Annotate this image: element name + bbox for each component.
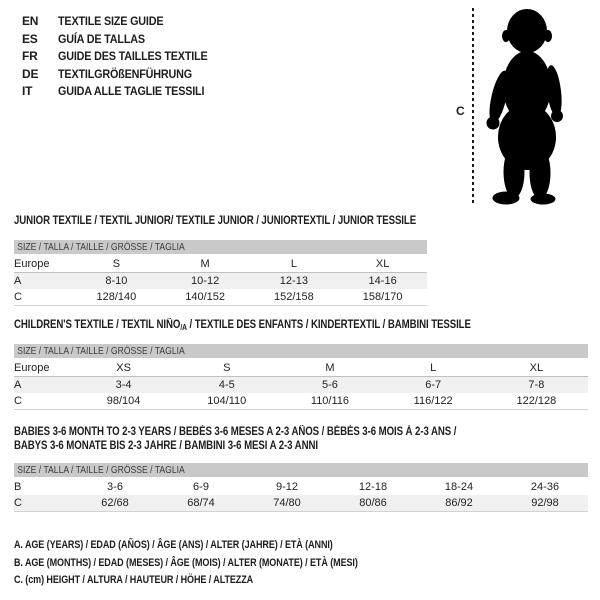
row-label-c: C <box>14 495 72 512</box>
height-cell: 122/128 <box>485 393 588 410</box>
junior-section-title: JUNIOR TEXTILE / TEXTIL JUNIOR/ TEXTILE JUNIOR / JUNIORTEXTIL / JUNIOR TESSILE <box>14 215 417 227</box>
height-row <box>14 289 427 306</box>
age-cell: 3-6 <box>107 481 123 493</box>
size-header-label: SIZE / TALLA / TAILLE / GRÖSSE / TAGLIA <box>17 241 185 253</box>
height-cell: 128/140 <box>72 289 161 306</box>
row-label-c: C <box>14 289 72 306</box>
row-label-europe: Europe <box>14 255 72 273</box>
footnote-c: C. (cm) HEIGHT / ALTURA / HAUTEUR / HÖHE / ALTEZZA <box>14 574 254 586</box>
age-months-row <box>14 478 588 495</box>
footnote-b: B. AGE (MONTHS) / EDAD (MESES) / ÂGE (MOIS) / ALTER (MONATE) / ETÀ (MESI) <box>14 556 358 569</box>
size-cell: XL <box>338 255 427 273</box>
age-cell: 18-24 <box>444 481 474 493</box>
lang-code: IT <box>22 84 33 98</box>
height-cell: 116/122 <box>382 393 485 410</box>
height-row <box>14 495 588 512</box>
subscript-a: /A <box>180 323 187 332</box>
lang-title: TEXTILE SIZE GUIDE <box>58 14 164 28</box>
size-cell: XS <box>72 359 175 377</box>
age-cell: 3-4 <box>72 377 175 394</box>
age-cell: 10-12 <box>161 273 250 290</box>
age-cell: 6-7 <box>382 377 485 394</box>
size-header-row <box>14 344 588 359</box>
age-cell: 5-6 <box>278 377 381 394</box>
age-row <box>14 273 427 290</box>
children-section-title: CHILDREN'S TEXTILE / TEXTIL $NIÑO_{/A}$ / TEXTILE DES ENFANTS / KINDERTEXTIL / BAMBINI TESSILE <box>14 319 471 332</box>
height-row <box>14 393 588 410</box>
height-cell: 74/80 <box>244 495 330 512</box>
age-cell: 9-12 <box>275 481 299 493</box>
size-cell: S <box>175 359 278 377</box>
lang-row-en <box>22 13 224 31</box>
age-cell: 7-8 <box>485 377 588 394</box>
lang-row-de <box>22 66 224 84</box>
lang-row-it <box>22 83 224 101</box>
babies-section-title <box>14 425 456 453</box>
height-cell: 80/86 <box>330 495 416 512</box>
row-label-b: B <box>14 481 22 493</box>
size-cell: L <box>382 359 485 377</box>
europe-sizes-row <box>14 255 427 273</box>
legend-footnotes <box>14 537 433 590</box>
row-label-europe: Europe <box>14 359 72 377</box>
age-row <box>14 377 588 394</box>
babies-title-line2: BABYS 3-6 MONATE BIS 2-3 JAHRE / BAMBINI 3-6 MESI A 2-3 ANNI <box>14 440 318 452</box>
height-cell: 140/152 <box>161 289 250 306</box>
lang-row-fr <box>22 48 224 66</box>
lang-code: ES <box>22 31 38 46</box>
age-cell: 12-18 <box>358 481 388 493</box>
size-header-row <box>14 463 588 478</box>
lang-code: FR <box>22 49 38 63</box>
height-label-c: C <box>456 104 465 118</box>
size-cell: S <box>72 255 161 273</box>
baby-silhouette <box>480 7 570 205</box>
row-label-a: A <box>14 377 72 394</box>
height-cell: 158/170 <box>338 289 427 306</box>
size-cell: M <box>161 255 250 273</box>
age-cell: 24-36 <box>530 481 560 493</box>
size-cell: L <box>250 255 339 273</box>
size-cell: XL <box>485 359 588 377</box>
lang-title: GUIDE DES TAILLES TEXTILE <box>58 49 208 63</box>
age-cell: 12-13 <box>250 273 339 290</box>
children-size-table <box>14 344 588 410</box>
lang-title: GUIDA ALLE TAGLIE TESSILI <box>58 84 205 98</box>
lang-row-es <box>22 31 224 49</box>
height-cell: 86/92 <box>416 495 502 512</box>
size-header-row <box>14 240 427 255</box>
height-cell: 152/158 <box>250 289 339 306</box>
language-title-list <box>22 13 224 101</box>
europe-sizes-row <box>14 359 588 377</box>
size-cell: M <box>278 359 381 377</box>
babies-title-line1: BABIES 3-6 MONTH TO 2-3 YEARS / BEBÉS 3-6 MESES A 2-3 AÑOS / BÉBÉS 3-6 MOIS À 2-3 ANS / <box>14 426 457 438</box>
age-cell: 4-5 <box>175 377 278 394</box>
row-label-c: C <box>14 393 72 410</box>
lang-code: EN <box>22 14 39 28</box>
size-header-label: SIZE / TALLA / TAILLE / GRÖSSE / TAGLIA <box>17 464 185 476</box>
row-label-a: A <box>14 273 72 290</box>
babies-size-table <box>14 463 588 512</box>
age-cell: 14-16 <box>338 273 427 290</box>
age-cell: 6-9 <box>193 481 209 493</box>
height-cell: 98/104 <box>72 393 175 410</box>
height-cell: 68/74 <box>158 495 244 512</box>
lang-code: DE <box>22 66 39 81</box>
height-cell: 110/116 <box>278 393 381 410</box>
lang-title: GUÍA DE TALLAS <box>58 31 145 46</box>
height-cell: 104/110 <box>175 393 278 410</box>
junior-size-table <box>14 240 427 306</box>
size-header-label: SIZE / TALLA / TAILLE / GRÖSSE / TAGLIA <box>17 345 185 357</box>
height-dotted-line <box>472 8 474 204</box>
lang-title: TEXTILGRÖßENFÜHRUNG <box>58 66 192 81</box>
height-cell: 62/68 <box>72 495 158 512</box>
footnote-a: A. AGE (YEARS) / EDAD (AÑOS) / ÂGE (ANS) / ALTER (JAHRE) / ETÀ (ANNI) <box>14 539 333 551</box>
age-cell: 8-10 <box>72 273 161 290</box>
height-cell: 92/98 <box>502 495 588 512</box>
